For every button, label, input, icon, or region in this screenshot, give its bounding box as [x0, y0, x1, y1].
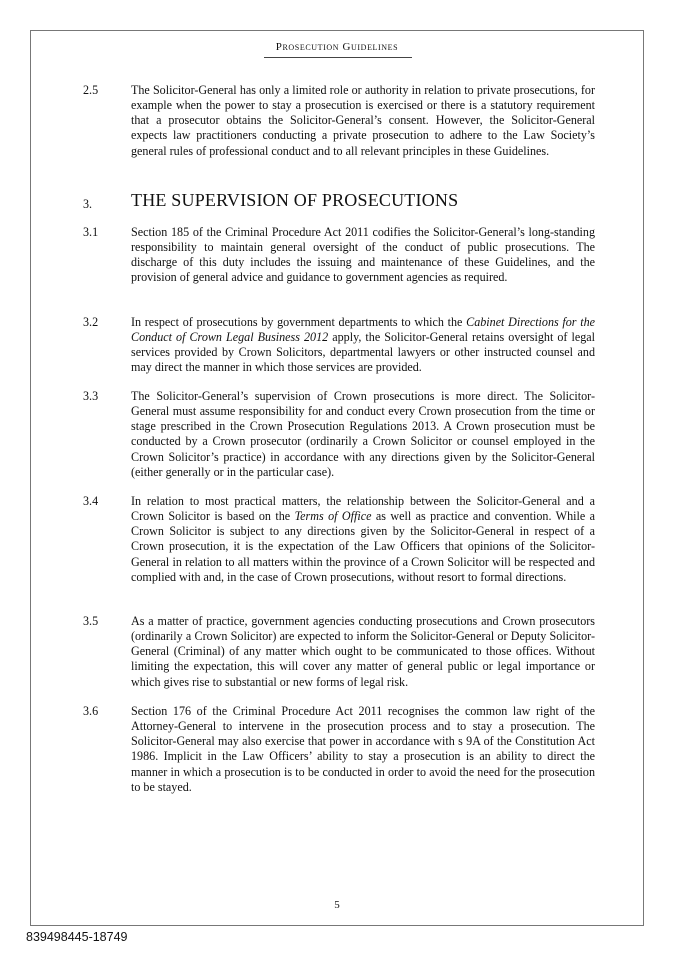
page [30, 30, 644, 926]
paragraph-number: 3.2 [83, 315, 99, 329]
paragraph-text [131, 315, 595, 376]
paragraph-text-start: In respect of prosecutions by government departments to which the [131, 315, 467, 329]
paragraph-text: As a matter of practice, government agencies conducting prosecutions and Crown prosecutors (ordinarily a Crown Solicitor) are expected to inform the Solicitor-General or Deputy Solicitor-General (Criminal) of any matter which ought to be communicated to those offices. Without limiting the expectation, this will cover any matter of general public or legal importance or which gives rise to substantial or new forms of legal risk. [131, 614, 595, 689]
paragraph-number: 2.5 [83, 83, 99, 97]
document-id: 839498445-18749 [26, 930, 128, 944]
paragraph-text: Section 185 of the Criminal Procedure Act 2011 codifies the Solicitor-General’s long-standing responsibility to maintain general oversight of the conduct of public prosecutions. The discharge of this duty includes the issuing and maintenance of these Guidelines, and the provision of general advice and guidance to government agencies as required. [131, 225, 595, 285]
paragraph-number: 3.6 [83, 704, 99, 718]
paragraph-text: Section 176 of the Criminal Procedure Act 2011 recognises the common law right of the Attorney-General to intervene in the prosecution process and to stay a prosecution. The Solicitor-General may also exercise that power in accordance with s 9A of the Constitution Act 1986. Implicit in the Law Officers’ ability to stay a prosecution is an ability to direct the manner in which a prosecution is to be conducted in order to avoid the need for the prosecution to be stayed. [131, 704, 595, 794]
paragraph-number: 3.4 [83, 494, 99, 508]
terms-of-office-title: Terms of Office [294, 509, 372, 524]
header-rule [264, 57, 412, 58]
cabinet-directions-title: Cabinet Directions for the Conduct of Crown Legal Business 2012 [131, 315, 595, 345]
paragraph-text [131, 494, 595, 585]
paragraph-text-start: In relation to most practical matters, the relationship between the Solicitor-General and a Crown Solicitor is based on the [131, 494, 595, 524]
paragraph-text-end: as well as practice and convention. While a Crown Solicitor is subject to any directions given by the Solicitor-General in respect of a Crown prosecution, it is the expectation of the Law Officers that opinions of the Solicitor-General in relation to all matters within the province of a Crown Solicitor will be respected and complied with and, in the case of Crown prosecutions, without resort to formal directions. [131, 509, 596, 584]
running-head: Prosecution Guidelines [275, 41, 399, 53]
paragraph-text-end: apply, the Solicitor-General retains oversight of legal services provided by Crown Solicitors, departmental lawyers or other instructed counsel and may direct the manner in which those services are provided. [131, 330, 595, 375]
page-number: 5 [334, 899, 340, 911]
paragraph-number: 3.1 [83, 225, 99, 239]
paragraph-text: The Solicitor-General has only a limited role or authority in relation to private prosecutions, for example when the power to stay a prosecution is exercised or there is a statutory requirement that a prosecutor obtains the Solicitor-General’s consent. However, the Solicitor-General expects law practitioners conducting a private prosecution to adhere to the Law Society’s general rules of professional conduct and to all relevant principles in these Guidelines. [131, 83, 595, 158]
section-title: THE SUPERVISION OF PROSECUTIONS [131, 190, 459, 210]
section-number: 3. [83, 197, 93, 211]
paragraph-number: 3.5 [83, 614, 99, 628]
paragraph-number: 3.3 [83, 389, 99, 403]
paragraph-text: The Solicitor-General’s supervision of Crown prosecutions is more direct. The Solicitor-General must assume responsibility for and conduct every Crown prosecution from the time or stage prescribed in the Crown Prosecution Regulations 2013. A Crown prosecution must be conducted by a Crown prosecutor (ordinarily a Crown Solicitor or counsel employed in the Crown Solicitor’s practice) in accordance with any directions given by the Solicitor-General (either generally or in the particular case). [131, 389, 595, 479]
